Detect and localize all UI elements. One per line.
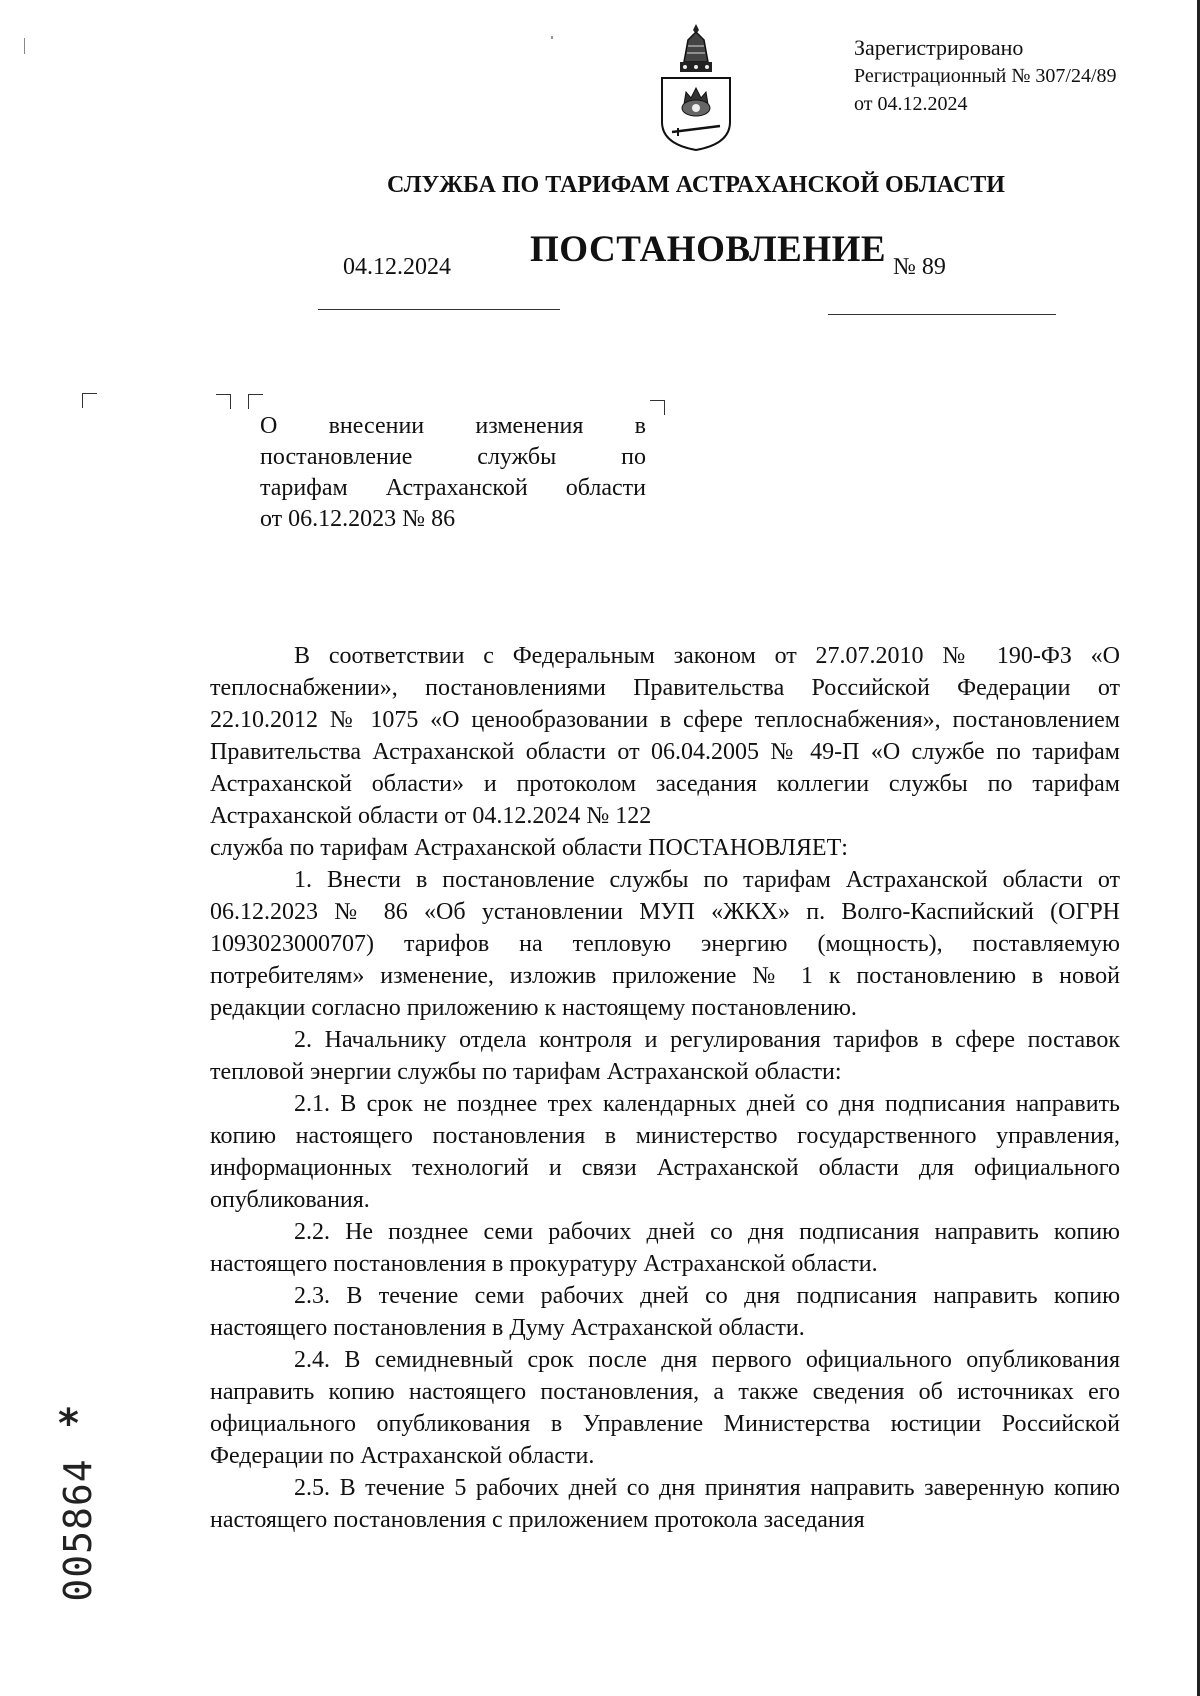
registration-date: от 04.12.2024 — [854, 93, 968, 115]
subject-corner-mark-right — [650, 400, 665, 415]
scan-artifact-tick — [24, 38, 25, 54]
number-underline — [828, 314, 1056, 315]
margin-corner-mark — [82, 393, 97, 408]
paragraph-item-2: 2. Начальнику отдела контроля и регулирования тарифов в сфере поставок тепловой энергии службы по тарифам Астраханской области: — [210, 1027, 1120, 1085]
paragraph-preamble: В соответствии с Федеральным законом от 27.07.2010 № 190-ФЗ «О теплоснабжении», постановлениями Правительства Российской Федерации от 22.10.2012 № 1075 «О ценообразовании в сфере теплоснабжения», постановлением Правительства Астраханской области от 06.04.2005 № 49-П «О службе по тарифам Астраханской области» и протоколом заседания коллегии службы по тарифам Астраханской области от 04.12.2024 № 122 — [210, 643, 1120, 829]
subject-corner-mark-left-a — [216, 394, 231, 409]
subject-corner-mark-left-b — [248, 394, 263, 409]
registration-label: Зарегистрировано — [854, 35, 1024, 60]
document-subject — [260, 411, 646, 535]
paragraph-item-2-1: 2.1. В срок не позднее трех календарных дней со дня подписания направить копию настоящего постановления в министерство государственного управления, информационных технологий и связи Астраханской области для официального опубликования. — [210, 1091, 1120, 1213]
document-body — [210, 640, 1120, 1536]
document-date: 04.12.2024 — [343, 254, 451, 280]
registration-stamp — [854, 34, 1117, 118]
paragraph-item-2-5: 2.5. В течение 5 рабочих дней со дня принятия направить заверенную копию настоящего постановления с приложением протокола заседания — [210, 1475, 1120, 1533]
paragraph-item-2-4: 2.4. В семидневный срок после дня первого официального опубликования направить копию настоящего постановления, а также сведения об источниках его официального опубликования в Управление Министерства юстиции Российской Федерации по Астраханской области. — [210, 1347, 1120, 1469]
subject-line: постановление службы по — [260, 444, 646, 470]
coat-of-arms-icon — [658, 22, 734, 152]
side-stamp-asterisk: * — [58, 1401, 79, 1447]
subject-line: тарифам Астраханской области — [260, 475, 646, 501]
organization-name: СЛУЖБА ПО ТАРИФАМ АСТРАХАНСКОЙ ОБЛАСТИ — [387, 172, 1005, 198]
document-number: № 89 — [893, 254, 946, 280]
paragraph-item-1: 1. Внести в постановление службы по тарифам Астраханской области от 06.12.2023 № 86 «Об установлении МУП «ЖКХ» п. Волго-Каспийский (ОГРН 1093023000707) тарифов на тепловую энергию (мощность), поставляемую потребителям» изменение, изложив приложение № 1 к постановлению в новой редакции согласно приложению к настоящему постановлению. — [210, 867, 1120, 1021]
subject-line: О внесении изменения в — [260, 413, 646, 439]
paragraph-item-2-2: 2.2. Не позднее семи рабочих дней со дня подписания направить копию настоящего постановления в прокуратуру Астраханской области. — [210, 1219, 1120, 1277]
document-type-title: ПОСТАНОВЛЕНИЕ — [530, 229, 887, 270]
registration-number: Регистрационный № 307/24/89 — [854, 65, 1117, 87]
scan-artifact-dot — [551, 36, 553, 39]
subject-line: от 06.12.2023 № 86 — [260, 506, 456, 532]
paragraph-resolution: служба по тарифам Астраханской области ПОСТАНОВЛЯЕТ: — [210, 835, 848, 861]
paragraph-item-2-3: 2.3. В течение семи рабочих дней со дня подписания направить копию настоящего постановления в Думу Астраханской области. — [210, 1283, 1120, 1341]
side-stamp-number: 005864 — [56, 1458, 100, 1602]
date-underline — [318, 309, 560, 310]
